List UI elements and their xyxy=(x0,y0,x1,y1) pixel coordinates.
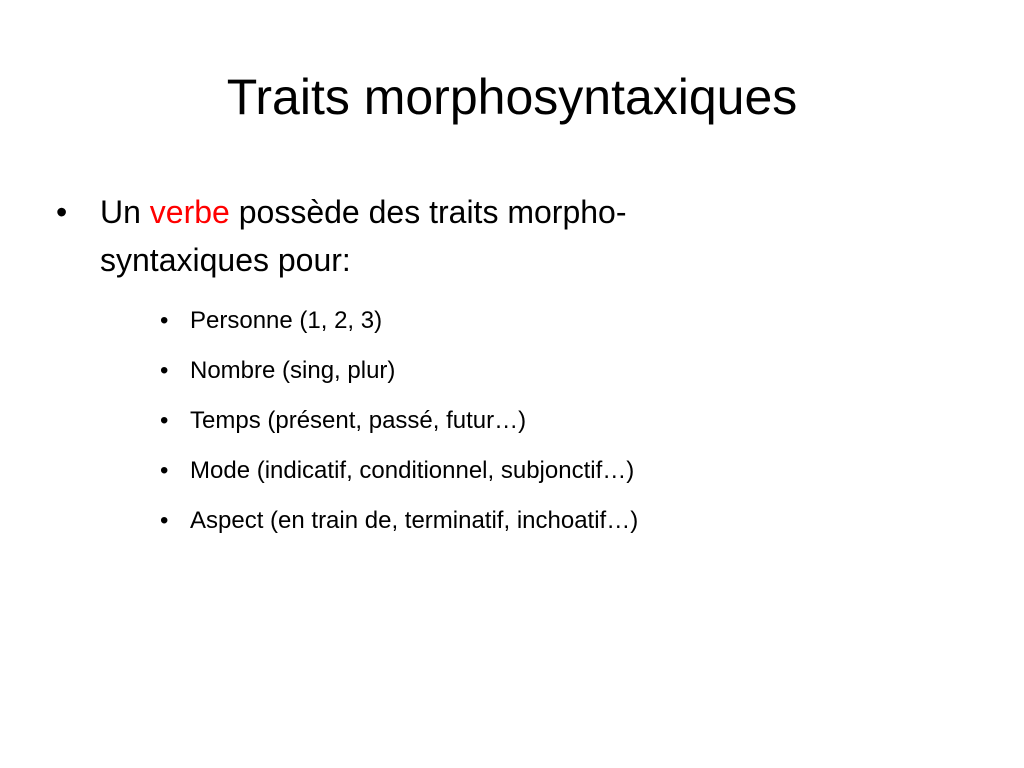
main-bullet-text-before: Un xyxy=(100,194,150,230)
bullet-icon: • xyxy=(160,507,169,534)
main-bullet-text-line2: syntaxiques pour: xyxy=(100,242,351,278)
bullet-icon: • xyxy=(160,457,169,484)
highlighted-word: verbe xyxy=(149,194,230,230)
sub-bullet-text: Aspect (en train de, terminatif, inchoatif…) xyxy=(190,507,639,534)
sub-bullet-text: Personne (1, 2, 3) xyxy=(190,307,383,334)
sub-bullet-list xyxy=(160,306,980,556)
bullet-icon: • xyxy=(160,357,169,384)
sub-bullet-item xyxy=(160,356,980,386)
sub-bullet-item xyxy=(160,406,980,436)
main-bullet-text-after: possède des traits morpho- xyxy=(229,194,627,230)
main-bullet-text xyxy=(100,188,960,284)
bullet-icon: • xyxy=(160,307,169,334)
sub-bullet-text: Nombre (sing, plur) xyxy=(190,357,396,384)
sub-bullet-text: Temps (présent, passé, futur…) xyxy=(190,407,527,434)
sub-bullet-text: Mode (indicatif, conditionnel, subjonctif…) xyxy=(190,457,635,484)
sub-bullet-item xyxy=(160,456,980,486)
sub-bullet-item xyxy=(160,306,980,336)
bullet-icon: • xyxy=(56,194,68,230)
slide-title: Traits morphosyntaxiques xyxy=(226,69,798,125)
bullet-icon: • xyxy=(160,407,169,434)
sub-bullet-item xyxy=(160,506,980,536)
